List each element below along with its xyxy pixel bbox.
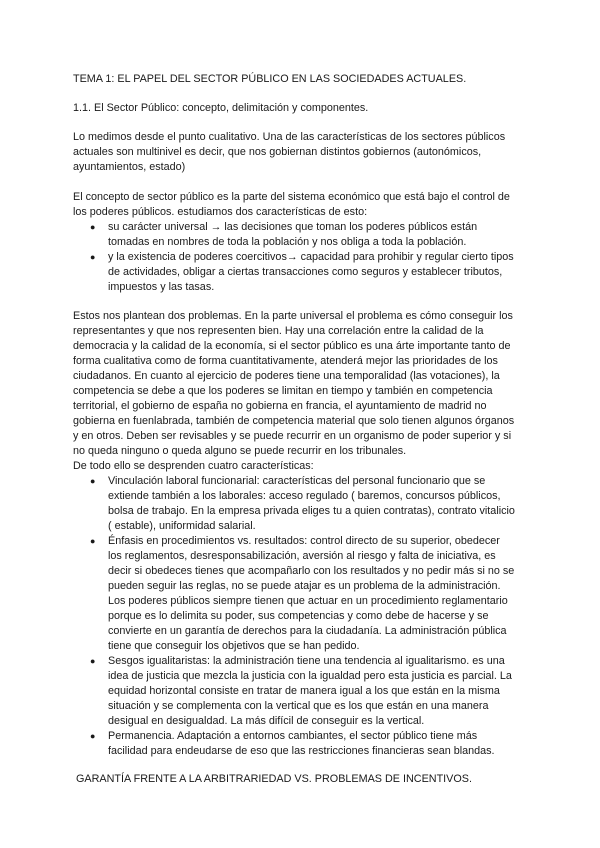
- list-item-line: de actividades, obligar a ciertas transacciones como seguros y establecer tributos,: [108, 266, 503, 278]
- list-item-line: y la existencia de poderes coercitivos→ capacidad para prohibir y regular cierto tipos: [108, 251, 514, 263]
- text-line: actuales son multinivel es decir, que nos gobiernan distintos gobiernos (autonómicos,: [73, 146, 482, 158]
- bullet-icon: ●: [90, 222, 96, 232]
- text-line: y en otros. Deben ser revisables y se puede recurrir en un organismo de poder superior y si: [73, 430, 512, 442]
- list-item-line: ( estable), uniformidad salarial.: [108, 520, 256, 532]
- list-item-line: Permanencia. Adaptación a entornos cambiantes, el sector público tiene más: [108, 730, 478, 742]
- text-line: ciudadanos. En cuanto al ejercicio de poderes tiene una temporalidad (las votaciones), la: [73, 370, 500, 382]
- list-item-line: extiende también a los laborales: acceso regulado ( baremos, concursos públicos,: [108, 490, 501, 502]
- list-item-line: desigual en desigualdad. La más difícil de conseguir es la vertical.: [108, 715, 425, 727]
- text-line: Lo medimos desde el punto cualitativo. Una de las características de los sectores públicos: [73, 131, 506, 143]
- bullet-icon: ●: [90, 252, 96, 262]
- list-item-line: bolsa de trabajo. En la empresa privada eliges tu a quien contratas), contrato vitalicio: [108, 505, 515, 517]
- list-item-line: tiene que conseguir los objetivos que se han pedido.: [108, 640, 360, 652]
- list-item-line: su carácter universal → las decisiones que toman los poderes públicos están: [108, 221, 478, 233]
- text-line: gobierna en fuenlabrada, también de competencia material que solo tienen algunos órganos: [73, 415, 515, 427]
- bullet-icon: ●: [90, 731, 96, 741]
- list-item-line: Los poderes públicos siempre tienen que actuar en un procedimiento reglamentario: [108, 595, 508, 607]
- list-item-line: facilidad para endeudarse de eso que las restricciones financieras sean blandas.: [108, 745, 495, 757]
- list-item-line: equidad horizontal consiste en tratar de manera igual a los que están en la misma: [108, 685, 500, 697]
- text-line: De todo ello se desprenden cuatro características:: [73, 460, 314, 472]
- list-item-line: decir si obedeces tienes que acompañarlo con los resultados y no pedir más si no se: [108, 565, 515, 577]
- list-item-line: pueden seguir las reglas, no se puede atajar es un problema de la administración.: [108, 580, 501, 592]
- list-item-line: Énfasis en procedimientos vs. resultados: control directo de su superior, obedecer: [108, 535, 500, 547]
- bullet-icon: ●: [90, 536, 96, 546]
- list-item-line: Vinculación laboral funcionarial: características del personal funcionario que se: [108, 475, 486, 487]
- text-line: representantes y que nos representen bien. Hay una correlación entre la calidad de la: [73, 325, 484, 337]
- list-item-line: tomadas en nombres de toda la población y nos obliga a toda la población.: [108, 236, 467, 248]
- bullet-icon: ●: [90, 476, 96, 486]
- list-item-line: situación y se complementa con la vertical que es los que están en una manera: [108, 700, 489, 712]
- text-line: Estos nos plantean dos problemas. En la parte universal el problema es cómo conseguir los: [73, 310, 513, 322]
- list-item-line: porque es lo delimita su poder, sus competencias y como debe de hacerse y se: [108, 610, 489, 622]
- list-item-line: Sesgos igualitaristas: la administración tiene una tendencia al igualitarismo. es una: [108, 655, 505, 667]
- closing-heading: GARANTÍA FRENTE A LA ARBITRARIEDAD VS. PROBLEMAS DE INCENTIVOS.: [76, 773, 472, 785]
- text-line: competencia se debe a que los poderes se limitan en tiempo y también en competencia: [73, 385, 493, 397]
- list-item-line: convierte en un garantía de derechos para la ciudadanía. La administración pública: [108, 625, 507, 637]
- list-item-line: impuestos y las tasas.: [108, 281, 215, 293]
- text-line: ayuntamientos, estado): [73, 161, 186, 173]
- list-item-line: idea de justicia que mezcla la justicia con la igualdad pero esta justicia es parcial. La: [108, 670, 512, 682]
- document-title: TEMA 1: EL PAPEL DEL SECTOR PÚBLICO EN LAS SOCIEDADES ACTUALES.: [73, 73, 467, 85]
- list-item-line: los reglamentos, desresponsabilización, aversión al riesgo y falta de iniciativa, es: [108, 550, 496, 562]
- text-line: los poderes públicos. estudiamos dos características de esto:: [73, 206, 368, 218]
- section-heading: 1.1. El Sector Público: concepto, delimitación y componentes.: [73, 102, 369, 114]
- text-line: forma cualitativa como de forma cuantitativamente, atenderá mejor las prioridades de los: [73, 355, 498, 367]
- text-line: El concepto de sector público es la parte del sistema económico que está bajo el control de: [73, 191, 510, 203]
- text-line: no queda ninguno o queda alguno se puede recurrir en los tribunales.: [73, 445, 407, 457]
- text-line: territorial, el gobierno de españa no gobierna en francia, el ayuntamiento de madrid no: [73, 400, 487, 412]
- bullet-icon: ●: [90, 656, 96, 666]
- text-line: democracia y la calidad de la economía, si el sector público es una árte importante tanto de: [73, 340, 511, 352]
